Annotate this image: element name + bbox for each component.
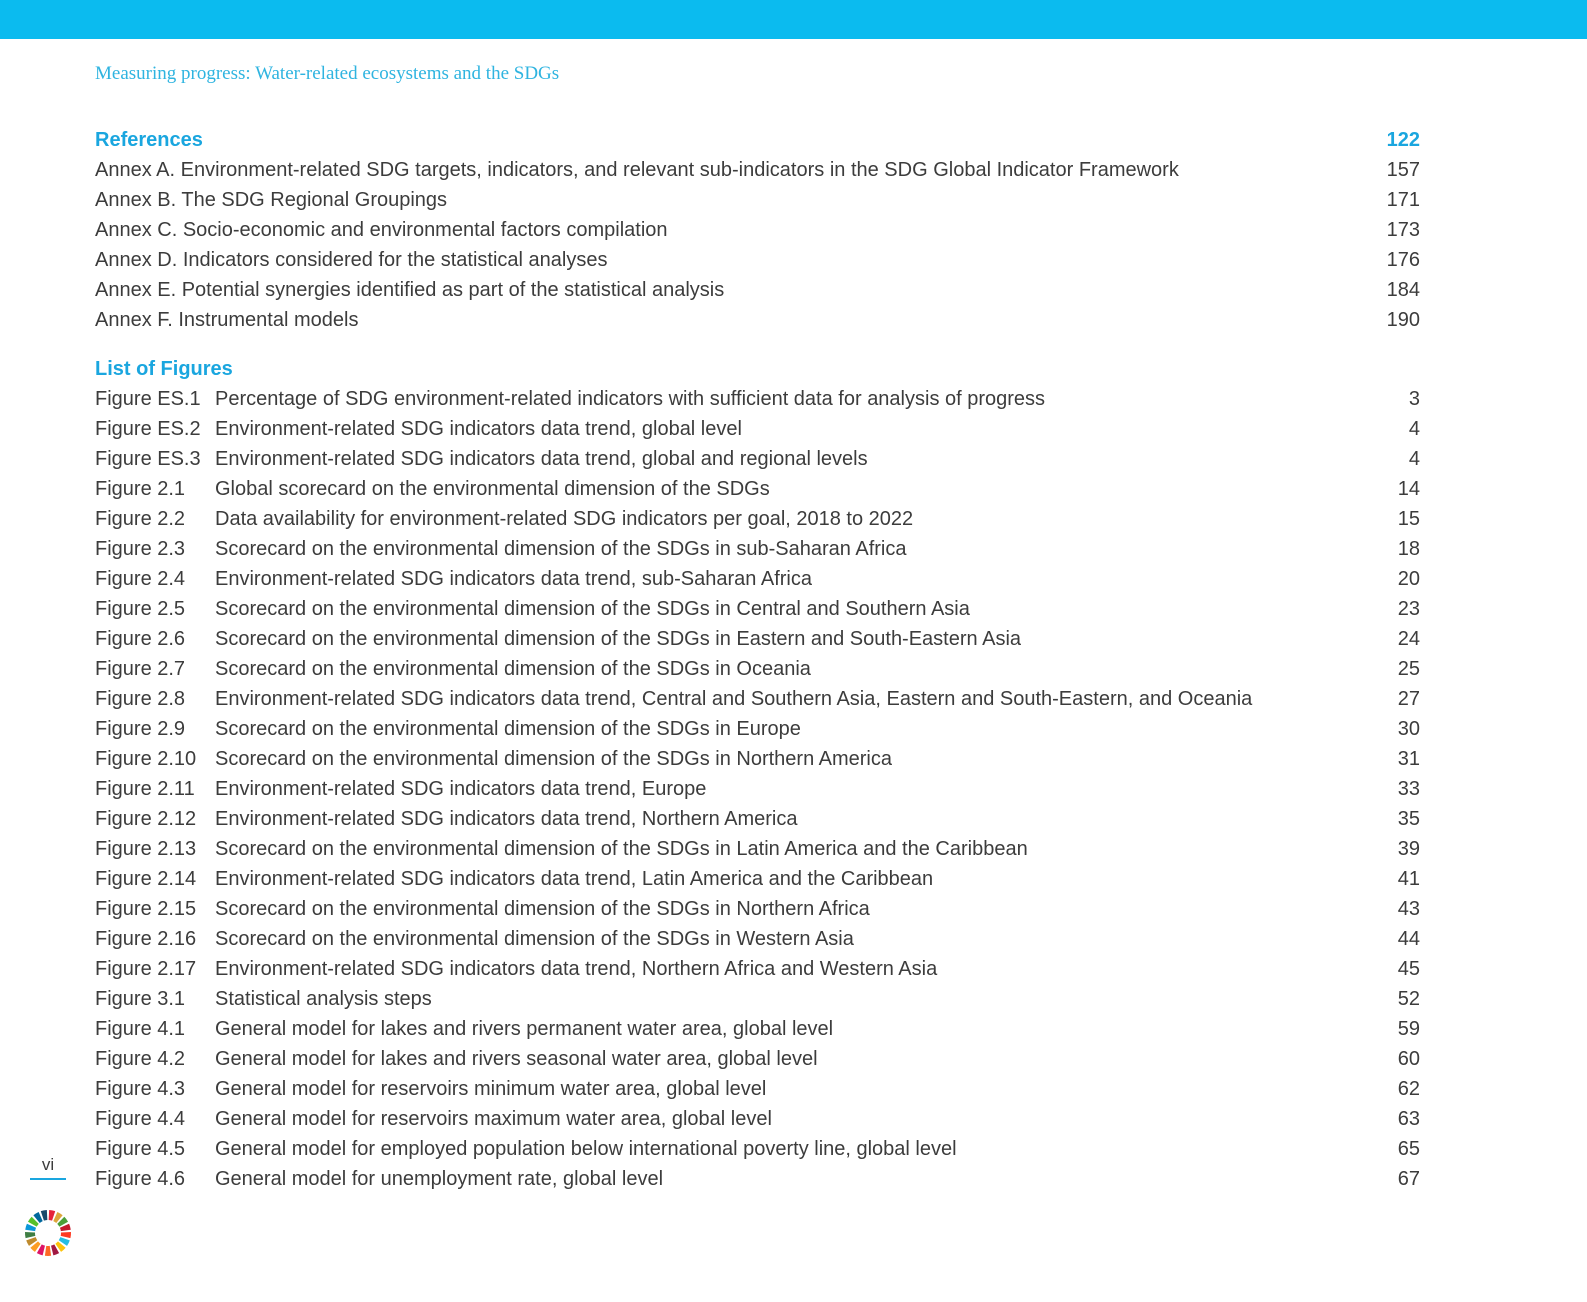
toc-entry-figure[interactable] bbox=[95, 1014, 1420, 1044]
figure-title: Scorecard on the environmental dimension of the SDGs in Western Asia bbox=[215, 928, 854, 950]
figure-title: Percentage of SDG environment-related indicators with sufficient data for analysis of progress bbox=[215, 388, 1046, 410]
toc-entry-figure[interactable] bbox=[95, 444, 1420, 474]
toc-page-number: 176 bbox=[1386, 249, 1420, 271]
toc-entry-figure[interactable] bbox=[95, 384, 1420, 414]
figure-number: Figure 2.9 bbox=[95, 718, 186, 740]
toc-heading-list-of-figures bbox=[95, 354, 1420, 384]
figure-title: Data availability for environment-related SDG indicators per goal, 2018 to 2022 bbox=[215, 508, 914, 530]
toc-heading-label: References bbox=[95, 129, 203, 151]
toc-entry-annex[interactable] bbox=[95, 215, 1420, 245]
figure-title: Environment-related SDG indicators data trend, Europe bbox=[215, 778, 707, 800]
toc-page-number: 15 bbox=[1397, 508, 1420, 530]
toc-page-number: 27 bbox=[1397, 688, 1420, 710]
toc-page-number: 30 bbox=[1397, 718, 1420, 740]
figure-number: Figure 2.11 bbox=[95, 778, 195, 800]
toc-entry-figure[interactable] bbox=[95, 1104, 1420, 1134]
toc-page-number: 41 bbox=[1397, 868, 1420, 890]
toc-entry-title: Annex B. The SDG Regional Groupings bbox=[95, 189, 448, 211]
toc-heading-references[interactable] bbox=[95, 125, 1420, 155]
toc-entry-title: Annex C. Socio-economic and environmental factors compilation bbox=[95, 219, 668, 241]
toc-entry-figure[interactable] bbox=[95, 504, 1420, 534]
figure-number: Figure 4.5 bbox=[95, 1138, 186, 1160]
figure-title: Environment-related SDG indicators data trend, Northern America bbox=[215, 808, 798, 830]
sdg-wheel-segment bbox=[45, 1246, 51, 1256]
toc-page-number: 59 bbox=[1397, 1018, 1420, 1040]
figure-number: Figure 4.2 bbox=[95, 1048, 186, 1070]
toc-page-number: 4 bbox=[1408, 448, 1420, 470]
toc-page-number: 45 bbox=[1397, 958, 1420, 980]
table-of-contents bbox=[95, 125, 1420, 1194]
figure-number: Figure ES.3 bbox=[95, 448, 201, 470]
figure-number: Figure 4.1 bbox=[95, 1018, 186, 1040]
figure-title: General model for reservoirs maximum water area, global level bbox=[215, 1108, 772, 1130]
figure-number: Figure 2.15 bbox=[95, 898, 197, 920]
figure-title: Environment-related SDG indicators data trend, Northern Africa and Western Asia bbox=[215, 958, 938, 980]
figure-number: Figure 3.1 bbox=[95, 988, 186, 1010]
figure-title: General model for lakes and rivers permanent water area, global level bbox=[215, 1018, 834, 1040]
toc-entry-figure[interactable] bbox=[95, 774, 1420, 804]
figure-title: General model for reservoirs minimum water area, global level bbox=[215, 1078, 767, 1100]
toc-heading-label: List of Figures bbox=[95, 358, 233, 380]
toc-page-number: 190 bbox=[1386, 309, 1420, 331]
toc-page-number: 63 bbox=[1397, 1108, 1420, 1130]
figure-number: Figure ES.2 bbox=[95, 418, 201, 440]
toc-page-number: 62 bbox=[1397, 1078, 1420, 1100]
toc-entry-annex[interactable] bbox=[95, 275, 1420, 305]
figure-title: Environment-related SDG indicators data trend, global level bbox=[215, 418, 742, 440]
toc-page-number: 18 bbox=[1397, 538, 1420, 560]
toc-entry-title: Annex E. Potential synergies identified as part of the statistical analysis bbox=[95, 279, 725, 301]
toc-entry-annex[interactable] bbox=[95, 155, 1420, 185]
toc-page-number: 23 bbox=[1397, 598, 1420, 620]
toc-entry-figure[interactable] bbox=[95, 924, 1420, 954]
toc-entry-figure[interactable] bbox=[95, 594, 1420, 624]
toc-entry-figure[interactable] bbox=[95, 414, 1420, 444]
toc-page-number: 67 bbox=[1397, 1168, 1420, 1190]
figure-list bbox=[95, 384, 1420, 1194]
annex-list bbox=[95, 155, 1420, 335]
toc-page-number: 157 bbox=[1386, 159, 1420, 181]
figure-number: Figure 2.13 bbox=[95, 838, 197, 860]
toc-page-number: 60 bbox=[1397, 1048, 1420, 1070]
toc-page-number: 20 bbox=[1397, 568, 1420, 590]
toc-entry-figure[interactable] bbox=[95, 984, 1420, 1014]
figure-number: Figure 2.7 bbox=[95, 658, 186, 680]
toc-page-number: 122 bbox=[1386, 129, 1420, 151]
figure-title: Scorecard on the environmental dimension of the SDGs in Oceania bbox=[215, 658, 811, 680]
figure-title: Scorecard on the environmental dimension of the SDGs in Northern Africa bbox=[215, 898, 870, 920]
toc-page-number: 43 bbox=[1397, 898, 1420, 920]
figure-number: Figure 2.17 bbox=[95, 958, 197, 980]
toc-page-number: 31 bbox=[1397, 748, 1420, 770]
toc-entry-annex[interactable] bbox=[95, 245, 1420, 275]
toc-page-number: 52 bbox=[1397, 988, 1420, 1010]
toc-page-number: 3 bbox=[1408, 388, 1420, 410]
figure-number: Figure 2.10 bbox=[95, 748, 197, 770]
toc-entry-title: Annex F. Instrumental models bbox=[95, 309, 359, 331]
toc-entry-annex[interactable] bbox=[95, 185, 1420, 215]
toc-entry-figure[interactable] bbox=[95, 1134, 1420, 1164]
toc-page-number: 4 bbox=[1408, 418, 1420, 440]
toc-entry-figure[interactable] bbox=[95, 624, 1420, 654]
toc-page-number: 25 bbox=[1397, 658, 1420, 680]
toc-page-number: 184 bbox=[1386, 279, 1420, 301]
toc-entry-figure[interactable] bbox=[95, 1164, 1420, 1194]
figure-title: General model for employed population below international poverty line, global level bbox=[215, 1138, 957, 1160]
toc-page-number: 33 bbox=[1397, 778, 1420, 800]
figure-title: Environment-related SDG indicators data trend, Latin America and the Caribbean bbox=[215, 868, 934, 890]
sdg-wheel-segment bbox=[61, 1232, 71, 1238]
figure-number: Figure 2.16 bbox=[95, 928, 197, 950]
figure-title: Scorecard on the environmental dimension of the SDGs in Northern America bbox=[215, 748, 893, 770]
figure-number: Figure 2.14 bbox=[95, 868, 197, 890]
toc-entry-figure[interactable] bbox=[95, 1074, 1420, 1104]
figure-title: Scorecard on the environmental dimension of the SDGs in Latin America and the Caribbean bbox=[215, 838, 1028, 860]
toc-entry-figure[interactable] bbox=[95, 954, 1420, 984]
figure-number: Figure 2.8 bbox=[95, 688, 186, 710]
figure-number: Figure 4.3 bbox=[95, 1078, 186, 1100]
figure-number: Figure 4.4 bbox=[95, 1108, 186, 1130]
figure-number: Figure ES.1 bbox=[95, 388, 201, 410]
toc-entry-annex[interactable] bbox=[95, 305, 1420, 335]
toc-page-number: 24 bbox=[1397, 628, 1420, 650]
toc-entry-title: Annex A. Environment-related SDG targets, indicators, and relevant sub-indicators in the SDG Global Indicator Framework bbox=[95, 159, 1179, 181]
figure-number: Figure 2.6 bbox=[95, 628, 186, 650]
toc-entry-figure[interactable] bbox=[95, 714, 1420, 744]
figure-number: Figure 2.2 bbox=[95, 508, 186, 530]
figure-number: Figure 2.4 bbox=[95, 568, 186, 590]
toc-entry-figure[interactable] bbox=[95, 804, 1420, 834]
figure-title: Environment-related SDG indicators data trend, sub-Saharan Africa bbox=[215, 568, 812, 590]
top-color-bar bbox=[0, 0, 1587, 39]
toc-page-number: 39 bbox=[1397, 838, 1420, 860]
toc-entry-figure[interactable] bbox=[95, 1044, 1420, 1074]
figure-title: Statistical analysis steps bbox=[215, 988, 432, 1010]
figure-title: Scorecard on the environmental dimension of the SDGs in Central and Southern Asia bbox=[215, 598, 970, 620]
toc-page-number: 35 bbox=[1397, 808, 1420, 830]
sdg-wheel-icon bbox=[24, 1209, 72, 1257]
toc-entry-figure[interactable] bbox=[95, 834, 1420, 864]
figure-title: Scorecard on the environmental dimension of the SDGs in Eastern and South-Eastern Asia bbox=[215, 628, 1022, 650]
toc-entry-title: Annex D. Indicators considered for the statistical analyses bbox=[95, 249, 608, 271]
page-number: vi bbox=[30, 1155, 66, 1180]
toc-entry-figure[interactable] bbox=[95, 864, 1420, 894]
toc-entry-figure[interactable] bbox=[95, 744, 1420, 774]
figure-title: Scorecard on the environmental dimension of the SDGs in sub-Saharan Africa bbox=[215, 538, 907, 560]
toc-page-number: 171 bbox=[1386, 189, 1420, 211]
toc-page-number: 65 bbox=[1397, 1138, 1420, 1160]
toc-entry-figure[interactable] bbox=[95, 474, 1420, 504]
figure-number: Figure 4.6 bbox=[95, 1168, 186, 1190]
figure-title: Scorecard on the environmental dimension of the SDGs in Europe bbox=[215, 718, 801, 740]
figure-number: Figure 2.12 bbox=[95, 808, 197, 830]
toc-entry-figure[interactable] bbox=[95, 534, 1420, 564]
toc-page-number: 14 bbox=[1397, 478, 1420, 500]
toc-page-number: 44 bbox=[1397, 928, 1420, 950]
toc-entry-figure[interactable] bbox=[95, 684, 1420, 714]
figure-title: Environment-related SDG indicators data trend, Central and Southern Asia, Eastern and South-Eastern, and Oceania bbox=[215, 688, 1253, 710]
sdg-wheel-segment bbox=[25, 1232, 35, 1238]
figure-number: Figure 2.5 bbox=[95, 598, 186, 620]
figure-number: Figure 2.3 bbox=[95, 538, 186, 560]
figure-title: General model for unemployment rate, global level bbox=[215, 1168, 664, 1190]
figure-title: Environment-related SDG indicators data trend, global and regional levels bbox=[215, 448, 868, 470]
running-header: Measuring progress: Water-related ecosystems and the SDGs bbox=[95, 63, 560, 84]
figure-title: Global scorecard on the environmental dimension of the SDGs bbox=[215, 478, 770, 500]
toc-entry-figure[interactable] bbox=[95, 564, 1420, 594]
toc-entry-figure[interactable] bbox=[95, 654, 1420, 684]
toc-entry-figure[interactable] bbox=[95, 894, 1420, 924]
figure-number: Figure 2.1 bbox=[95, 478, 186, 500]
toc-page-number: 173 bbox=[1386, 219, 1420, 241]
figure-title: General model for lakes and rivers seasonal water area, global level bbox=[215, 1048, 818, 1070]
